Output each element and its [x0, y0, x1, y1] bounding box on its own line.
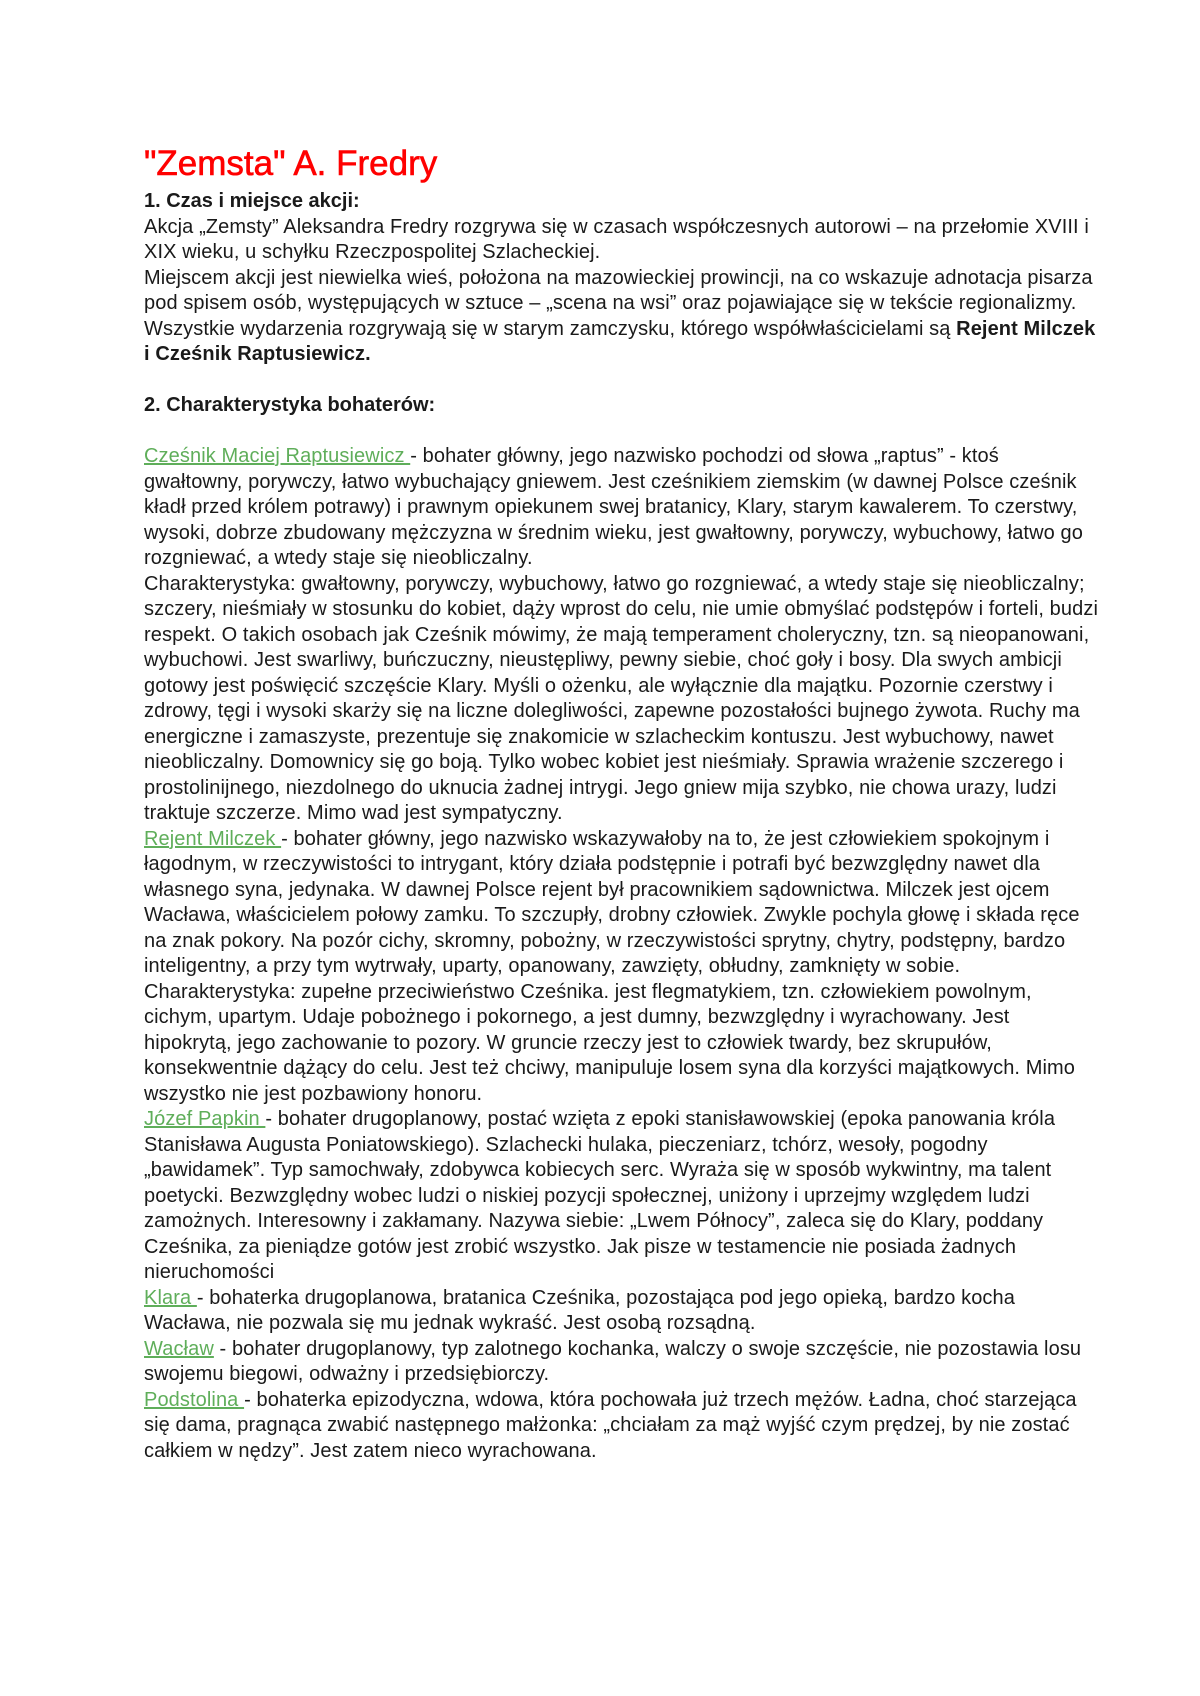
character-entry-podstolina: [144, 1388, 1100, 1465]
character-entry-czesnik: [144, 444, 1100, 572]
character-description: - bohater główny, jego nazwisko pochodzi od słowa „raptus” - ktoś gwałtowny, porywczy, łatwo wybuchający gniewem. Jest cześnikiem ziemskim (w dawnej Polsce cześnik kładł przed królem potrawy) i prawnym opiekunem swej bratanicy, Klary, starym kawalerem. To czerstwy, wysoki, dobrze zbudowany mężczyzna w średnim wieku, jest gwałtowny, porywczy, wybuchowy, łatwo go rozgniewać, a wtedy staje się nieobliczalny.: [144, 445, 1083, 569]
paragraph-place-bold: Rejent Milczek i Cześnik Raptusiewicz.: [144, 317, 1096, 365]
character-description: - bohater główny, jego nazwisko wskazywałoby na to, że jest człowiekiem spokojnym i łagodnym, w rzeczywistości to intrygant, który działa podstępnie i potrafi być bezwzględny nawet dla własnego syna, jedynaka. W dawnej Polsce rejent był pracownikiem sądownictwa. Milczek jest ojcem Wacława, właścicielem połowy zamku. To szczupły, drobny człowiek. Zwykle pochyla głowę i składa ręce na znak pokory. Na pozór cichy, skromny, pobożny, w rzeczywistości sprytny, chytry, podstępny, bardzo inteligentny, a przy tym wytrwały, uparty, opanowany, zawzięty, obłudny, zamknięty w sobie.: [144, 827, 1080, 977]
character-description: - bohater drugoplanowy, postać wzięta z epoki stanisławowskiej (epoka panowania króla Stanisława Augusta Poniatowskiego). Szlachecki hulaka, pieczeniarz, tchórz, wesoły, pogodny „bawidamek”. Typ samochwały, zdobywca kobiecych serc. Wyraża się w sposób wykwintny, ma talent poetycki. Bezwzględny wobec ludzi o niskiej pozycji społecznej, uniżony i uprzejmy względem ludzi zamożnych. Interesowny i zakłamany. Nazywa siebie: „Lwem Północy”, zaleca się do Klary, poddany Cześnika, za pieniądze gotów jest zrobić wszystko. Jak pisze w testamencie nie posiada żadnych nieruchomości: [144, 1108, 1056, 1283]
character-entry-rejent: [144, 827, 1100, 980]
document-title: "Zemsta" A. Fredry: [144, 144, 438, 183]
character-link-rejent[interactable]: Rejent Milczek: [144, 827, 282, 850]
character-entry-papkin: [144, 1107, 1100, 1286]
character-link-papkin[interactable]: Józef Papkin: [144, 1108, 266, 1130]
spacer: [144, 368, 1100, 394]
section-heading-time-place: 1. Czas i miejsce akcji:: [144, 190, 360, 212]
character-link-waclaw[interactable]: Wacław: [144, 1337, 214, 1360]
character-link-czesnik[interactable]: Cześnik Maciej Raptusiewicz: [144, 445, 411, 467]
character-traits-czesnik: Charakterystyka: gwałtowny, porywczy, wybuchowy, łatwo go rozgniewać, a wtedy staje się nieobliczalny; szczery, nieśmiały w stosunku do kobiet, dąży wprost do celu, nie umie obmyślać podstępów i forteli, budzi respekt. O takich osobach jak Cześnik mówimy, że mają temperament choleryczny, tzn. są nieopanowani, wybuchowi. Jest swarliwy, buńczuczny, nieustępliwy, pewny siebie, choć goły i bosy. Dla swych ambicji gotowy jest poświęcić szczęście Klary. Myśli o ożenku, ale wyłącznie dla majątku. Pozornie czerstwy i zdrowy, tęgi i wysoki skarży się na liczne dolegliwości, zapewne pozostałości bujnego żywota. Ruchy ma energiczne i zamaszyste, prezentuje się znakomicie w szlacheckim kontuszu. Jest wybuchowy, nawet nieobliczalny. Domownicy się go boją. Tylko wobec kobiet jest nieśmiały. Sprawia wrażenie szczerego i prostolinijnego, niezdolnego do uknucia żadnej intrygi. Jego gniew mija szybko, nie chowa urazy, ludzi traktuje szczerze. Mimo wad jest sympatyczny.: [144, 572, 1098, 824]
character-entry-waclaw: [144, 1337, 1100, 1388]
character-description: - bohater drugoplanowy, typ zalotnego kochanka, walczy o swoje szczęście, nie pozostawia losu swojemu biegowi, odważny i przedsiębiorczy.: [144, 1337, 1082, 1385]
character-entry-klara: [144, 1286, 1100, 1337]
character-link-podstolina[interactable]: Podstolina: [144, 1388, 245, 1411]
character-description: - bohaterka epizodyczna, wdowa, która pochowała już trzech mężów. Ładna, choć starzejąca się dama, pragnąca zwabić następnego małżonka: „chciałam za mąż wyjść czym prędzej, by nie zostać całkiem w nędzy”. Jest zatem nieco wyrachowana.: [144, 1388, 1077, 1462]
spacer: [144, 419, 1100, 445]
character-link-klara[interactable]: Klara: [144, 1286, 197, 1309]
character-traits-rejent: Charakterystyka: zupełne przeciwieństwo Cześnika. jest flegmatykiem, tzn. człowiekiem powolnym, cichym, upartym. Udaje pobożnego i pokornego, a jest dumny, bezwzględny i wyrachowany. Jest hipokrytą, jego zachowanie to pozory. W gruncie rzeczy jest to człowiek twardy, bez skrupułów, konsekwentnie dążący do celu. Jest też chciwy, manipuluje losem syna dla korzyści majątkowych. Mimo wszystko nie jest pozbawiony honoru.: [144, 980, 1076, 1105]
section-heading-characters: 2. Charakterystyka bohaterów:: [144, 394, 436, 416]
character-description: - bohaterka drugoplanowa, bratanica Cześnika, pozostająca pod jego opieką, bardzo kocha Wacława, nie pozwala się mu jednak wykraść. Jest osobą rozsądną.: [144, 1286, 1015, 1334]
paragraph-time: Akcja „Zemsty” Aleksandra Fredry rozgrywa się w czasach współczesnych autorowi – na przełomie XVIII i XIX wieku, u schyłku Rzeczpospolitej Szlacheckiej.: [144, 215, 1089, 263]
paragraph-place: [144, 266, 1100, 368]
paragraph-place-text: Miejscem akcji jest niewielka wieś, położona na mazowieckiej prowincji, na co wskazuje adnotacja pisarza pod spisem osób, występujących w sztuce – „scena na wsi” oraz pojawiające się w tekście regionalizmy. Wszystkie wydarzenia rozgrywają się w starym zamczysku, którego współwłaścicielami są: [144, 266, 1093, 340]
